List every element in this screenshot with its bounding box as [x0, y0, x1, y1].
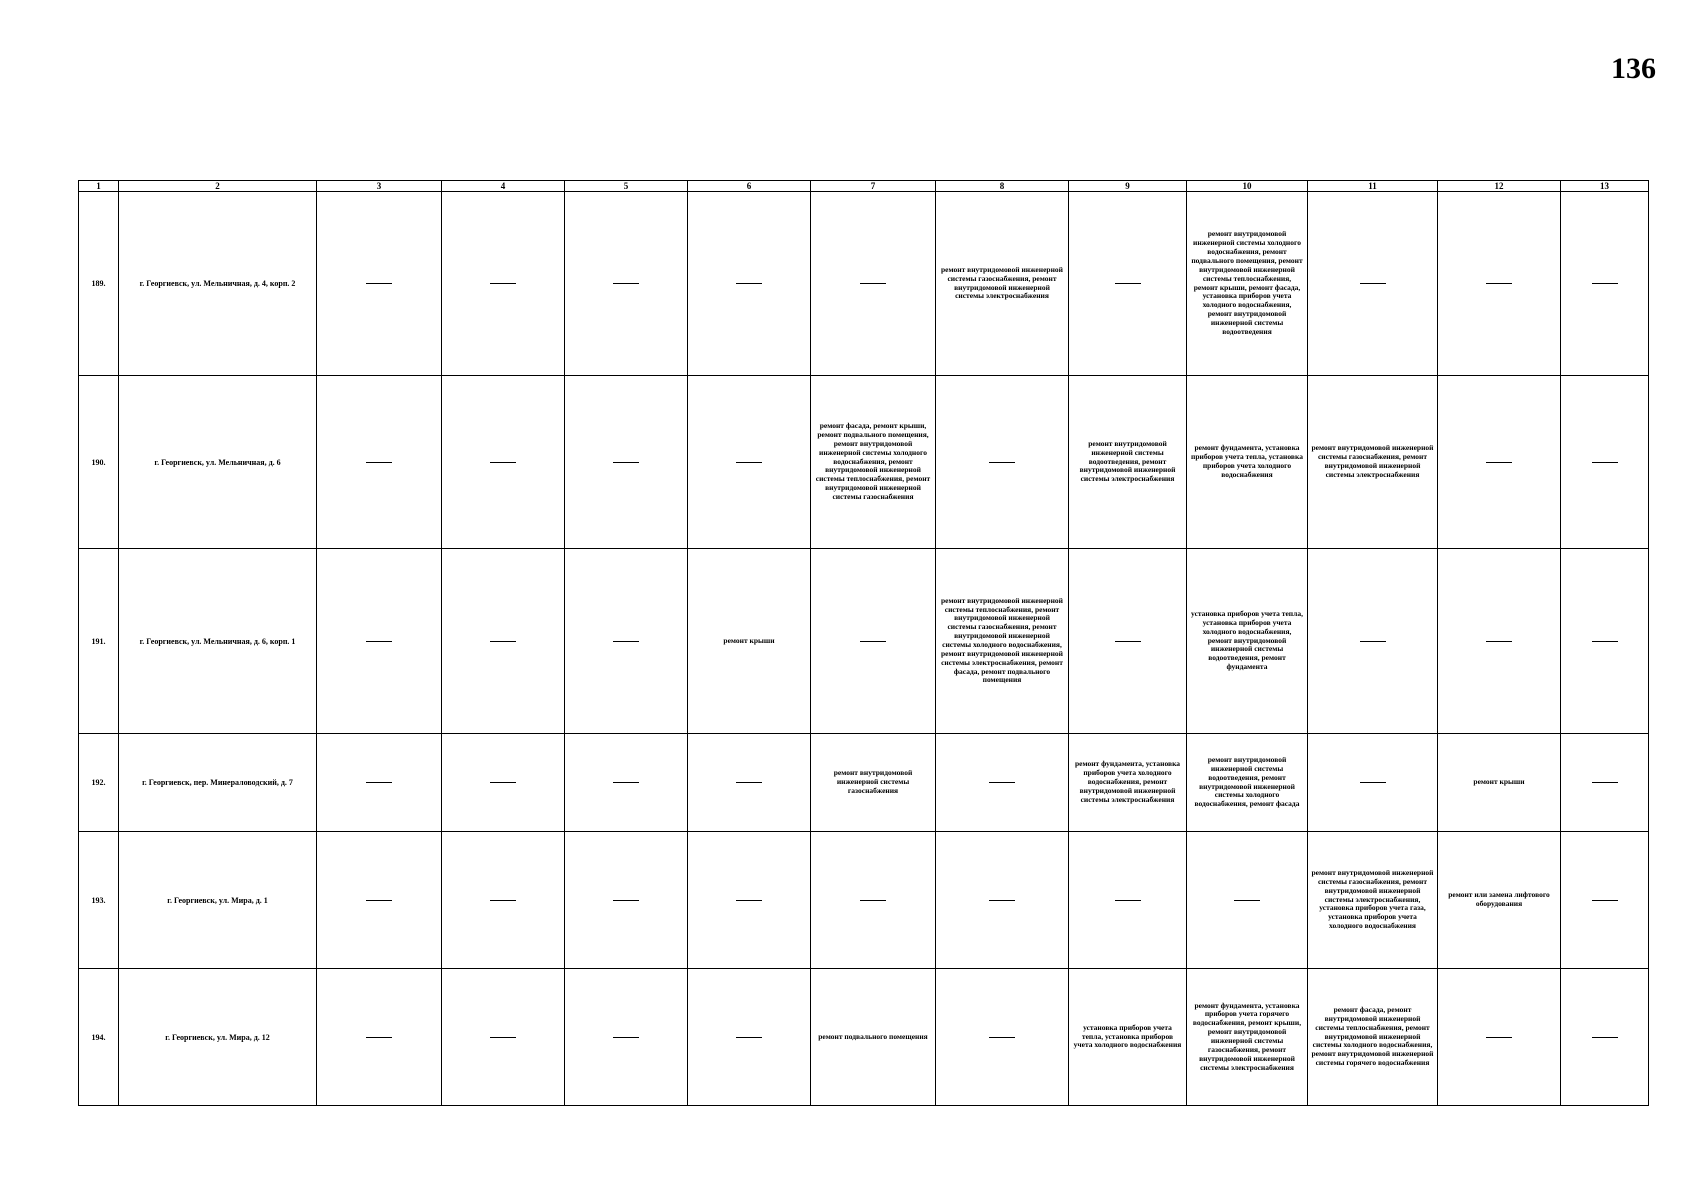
- empty-cell: [442, 734, 565, 832]
- empty-cell: [811, 192, 936, 376]
- work-description-cell: ремонт внутридомовой инженерной системы холодного водоснабжения, ремонт подвального помещения, ремонт внутридомовой инженерной системы теплоснабжения, ремонт крыши, ремонт фасада, установка приборов учета холодного водоснабжения, ремонт внутридомовой инженерной системы водоотведения: [1187, 192, 1308, 376]
- dash-mark: [1360, 782, 1386, 783]
- table-row: [79, 376, 1649, 549]
- empty-cell: [442, 549, 565, 734]
- empty-cell: [1069, 192, 1187, 376]
- work-description-cell: установка приборов учета тепла, установка приборов учета холодного водоснабжения, ремонт внутридомовой инженерной системы водоотведения, ремонт фундамента: [1187, 549, 1308, 734]
- column-number: 3: [317, 181, 442, 192]
- work-description-cell: ремонт фасада, ремонт крыши, ремонт подвального помещения, ремонт внутридомовой инженерной системы холодного водоснабжения, ремонт внутридомовой инженерной системы теплоснабжения, ремонт внутридомовой инженерной системы газоснабжения: [811, 376, 936, 549]
- table-row: [79, 549, 1649, 734]
- work-description-cell: ремонт фундамента, установка приборов учета холодного водоснабжения, ремонт внутридомовой инженерной системы электроснабжения: [1069, 734, 1187, 832]
- work-description-cell: ремонт внутридомовой инженерной системы водоотведения, ремонт внутридомовой инженерной системы электроснабжения: [1069, 376, 1187, 549]
- dash-mark: [989, 782, 1015, 783]
- empty-cell: [317, 376, 442, 549]
- empty-cell: [317, 832, 442, 969]
- dash-mark: [1486, 1037, 1512, 1038]
- table-row: [79, 832, 1649, 969]
- empty-cell: [1561, 376, 1649, 549]
- empty-cell: [565, 832, 688, 969]
- table-row: [79, 734, 1649, 832]
- dash-mark: [613, 900, 639, 901]
- address-cell: г. Георгиевск, ул. Мельничная, д. 6: [119, 376, 317, 549]
- work-description-cell: установка приборов учета тепла, установка приборов учета холодного водоснабжения: [1069, 969, 1187, 1106]
- dash-mark: [1234, 900, 1260, 901]
- repair-register-table: [78, 180, 1649, 1106]
- empty-cell: [1561, 549, 1649, 734]
- row-number: 194.: [79, 969, 119, 1106]
- work-description-cell: ремонт крыши: [1438, 734, 1561, 832]
- column-number: 11: [1308, 181, 1438, 192]
- empty-cell: [565, 734, 688, 832]
- empty-cell: [936, 376, 1069, 549]
- empty-cell: [1438, 192, 1561, 376]
- empty-cell: [936, 734, 1069, 832]
- address-cell: г. Георгиевск, ул. Мельничная, д. 6, корп. 1: [119, 549, 317, 734]
- dash-mark: [989, 900, 1015, 901]
- row-number: 191.: [79, 549, 119, 734]
- work-description-cell: ремонт фасада, ремонт внутридомовой инженерной системы теплоснабжения, ремонт внутридомовой инженерной системы холодного водоснабжения, ремонт внутридомовой инженерной системы горячего водоснабжения: [1308, 969, 1438, 1106]
- empty-cell: [317, 969, 442, 1106]
- empty-cell: [936, 969, 1069, 1106]
- dash-mark: [490, 782, 516, 783]
- column-number-row: [79, 181, 1649, 192]
- empty-cell: [1187, 832, 1308, 969]
- dash-mark: [989, 1037, 1015, 1038]
- work-description-cell: ремонт внутридомовой инженерной системы газоснабжения, ремонт внутридомовой инженерной системы электроснабжения: [1308, 376, 1438, 549]
- dash-mark: [1592, 900, 1618, 901]
- dash-mark: [1486, 462, 1512, 463]
- work-description-cell: ремонт или замена лифтового оборудования: [1438, 832, 1561, 969]
- dash-mark: [1115, 900, 1141, 901]
- empty-cell: [1561, 969, 1649, 1106]
- empty-cell: [442, 832, 565, 969]
- page-number: 136: [1611, 52, 1656, 85]
- empty-cell: [1069, 549, 1187, 734]
- empty-cell: [317, 734, 442, 832]
- dash-mark: [860, 283, 886, 284]
- row-number: 189.: [79, 192, 119, 376]
- empty-cell: [1561, 734, 1649, 832]
- dash-mark: [613, 462, 639, 463]
- work-description-cell: ремонт внутридомовой инженерной системы водоотведения, ремонт внутридомовой инженерной системы холодного водоснабжения, ремонт фасада: [1187, 734, 1308, 832]
- dash-mark: [1592, 782, 1618, 783]
- empty-cell: [1561, 192, 1649, 376]
- dash-mark: [366, 900, 392, 901]
- address-cell: г. Георгиевск, ул. Мира, д. 1: [119, 832, 317, 969]
- dash-mark: [1115, 641, 1141, 642]
- empty-cell: [442, 969, 565, 1106]
- dash-mark: [366, 641, 392, 642]
- dash-mark: [490, 283, 516, 284]
- work-description-cell: ремонт фундамента, установка приборов учета горячего водоснабжения, ремонт крыши, ремонт внутридомовой инженерной системы газоснабжения, ремонт внутридомовой инженерной системы электроснабжения: [1187, 969, 1308, 1106]
- empty-cell: [688, 376, 811, 549]
- dash-mark: [1360, 641, 1386, 642]
- dash-mark: [736, 283, 762, 284]
- dash-mark: [490, 900, 516, 901]
- empty-cell: [688, 969, 811, 1106]
- table-row: [79, 969, 1649, 1106]
- column-number: 8: [936, 181, 1069, 192]
- empty-cell: [1308, 734, 1438, 832]
- empty-cell: [688, 832, 811, 969]
- row-number: 193.: [79, 832, 119, 969]
- empty-cell: [565, 192, 688, 376]
- empty-cell: [811, 549, 936, 734]
- empty-cell: [1438, 376, 1561, 549]
- column-number: 4: [442, 181, 565, 192]
- dash-mark: [736, 1037, 762, 1038]
- empty-cell: [688, 192, 811, 376]
- column-number: 9: [1069, 181, 1187, 192]
- work-description-cell: ремонт фундамента, установка приборов учета тепла, установка приборов учета холодного водоснабжения: [1187, 376, 1308, 549]
- dash-mark: [613, 1037, 639, 1038]
- address-cell: г. Георгиевск, ул. Мельничная, д. 4, корп. 2: [119, 192, 317, 376]
- dash-mark: [366, 462, 392, 463]
- dash-mark: [613, 283, 639, 284]
- work-description-cell: ремонт крыши: [688, 549, 811, 734]
- dash-mark: [1360, 283, 1386, 284]
- column-number: 13: [1561, 181, 1649, 192]
- row-number: 190.: [79, 376, 119, 549]
- dash-mark: [736, 462, 762, 463]
- dash-mark: [860, 641, 886, 642]
- dash-mark: [1486, 283, 1512, 284]
- empty-cell: [565, 549, 688, 734]
- dash-mark: [1486, 641, 1512, 642]
- dash-mark: [860, 900, 886, 901]
- dash-mark: [989, 462, 1015, 463]
- empty-cell: [688, 734, 811, 832]
- address-cell: г. Георгиевск, ул. Мира, д. 12: [119, 969, 317, 1106]
- dash-mark: [1592, 283, 1618, 284]
- column-number: 12: [1438, 181, 1561, 192]
- dash-mark: [366, 1037, 392, 1038]
- work-description-cell: ремонт внутридомовой инженерной системы газоснабжения: [811, 734, 936, 832]
- dash-mark: [613, 782, 639, 783]
- empty-cell: [565, 969, 688, 1106]
- dash-mark: [1592, 1037, 1618, 1038]
- work-description-cell: ремонт подвального помещения: [811, 969, 936, 1106]
- empty-cell: [1438, 969, 1561, 1106]
- work-description-cell: ремонт внутридомовой инженерной системы теплоснабжения, ремонт внутридомовой инженерной системы газоснабжения, ремонт внутридомовой инженерной системы холодного водоснабжения, ремонт внутридомовой инженерной системы электроснабжения, ремонт фасада, ремонт подвального помещения: [936, 549, 1069, 734]
- column-number: 10: [1187, 181, 1308, 192]
- empty-cell: [1308, 192, 1438, 376]
- address-cell: г. Георгиевск, пер. Минераловодский, д. 7: [119, 734, 317, 832]
- empty-cell: [936, 832, 1069, 969]
- empty-cell: [565, 376, 688, 549]
- dash-mark: [1592, 641, 1618, 642]
- column-number: 7: [811, 181, 936, 192]
- empty-cell: [1561, 832, 1649, 969]
- dash-mark: [736, 900, 762, 901]
- row-number: 192.: [79, 734, 119, 832]
- dash-mark: [1115, 283, 1141, 284]
- dash-mark: [490, 1037, 516, 1038]
- table-row: [79, 192, 1649, 376]
- empty-cell: [811, 832, 936, 969]
- column-number: 5: [565, 181, 688, 192]
- empty-cell: [1438, 549, 1561, 734]
- column-number: 2: [119, 181, 317, 192]
- empty-cell: [1308, 549, 1438, 734]
- empty-cell: [317, 192, 442, 376]
- work-description-cell: ремонт внутридомовой инженерной системы газоснабжения, ремонт внутридомовой инженерной системы электроснабжения, установка приборов учета газа, установка приборов учета холодного водоснабжения: [1308, 832, 1438, 969]
- empty-cell: [442, 376, 565, 549]
- dash-mark: [613, 641, 639, 642]
- column-number: 1: [79, 181, 119, 192]
- dash-mark: [490, 462, 516, 463]
- empty-cell: [1069, 832, 1187, 969]
- dash-mark: [490, 641, 516, 642]
- dash-mark: [736, 782, 762, 783]
- empty-cell: [442, 192, 565, 376]
- dash-mark: [1592, 462, 1618, 463]
- dash-mark: [366, 782, 392, 783]
- dash-mark: [366, 283, 392, 284]
- work-description-cell: ремонт внутридомовой инженерной системы газоснабжения, ремонт внутридомовой инженерной системы электроснабжения: [936, 192, 1069, 376]
- empty-cell: [317, 549, 442, 734]
- column-number: 6: [688, 181, 811, 192]
